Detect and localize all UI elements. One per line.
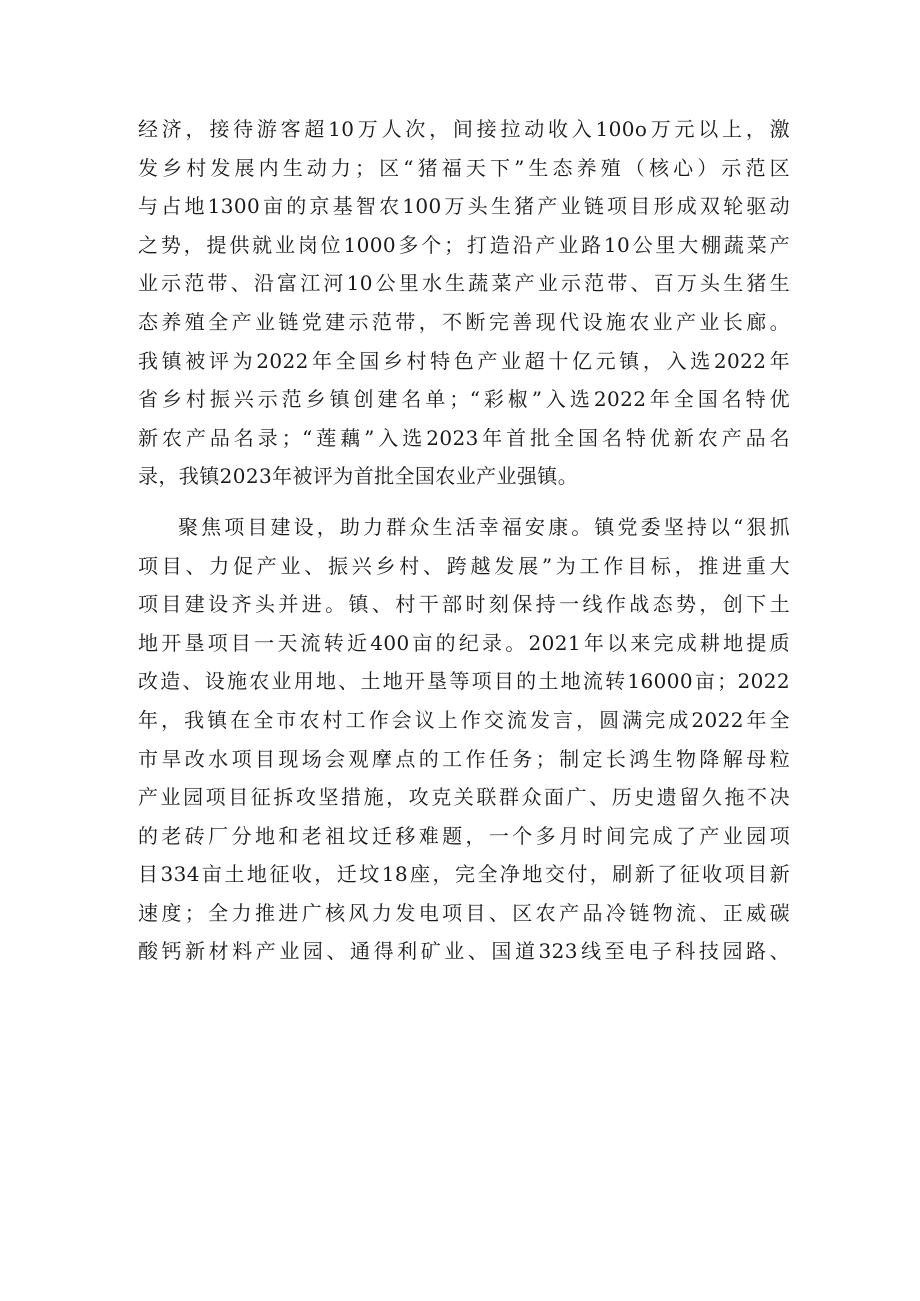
text-line: 之势，提供就业岗位1000多个；打造沿产业路10公里大棚蔬菜产 [138,232,790,257]
text-line: 产业园项目征拆攻坚措施，攻克关联群众面广、历史遗留久拖不决 [138,785,790,810]
text-line: 酸钙新材料产业园、通得利矿业、国道323线至电子科技园路、 [138,939,790,964]
paragraph-spacer [138,496,790,508]
paragraph-1 [138,110,790,496]
text-line: 我镇被评为2022年全国乡村特色产业超十亿元镇，入选2022年 [138,348,790,373]
text-line: 态养殖全产业链党建示范带，不断完善现代设施农业产业长廊。 [138,309,790,334]
text-line: 录，我镇2023年被评为首批全国农业产业强镇。 [138,464,579,489]
text-line: 地开垦项目一天流转近400亩的纪录。2021年以来完成耕地提质 [138,630,790,655]
text-line: 目334亩土地征收，迁坟18座，完全净地交付，刷新了征收项目新 [138,862,790,887]
text-line: 新农产品名录；“莲藕”入选2023年首批全国名特优新农产品名 [138,425,790,450]
text-line: 项目、力促产业、振兴乡村、跨越发展”为工作目标，推进重大 [138,553,790,578]
text-line: 与占地1300亩的京基智农100万头生猪产业链项目形成双轮驱动 [138,194,790,219]
text-line: 的老砖厂分地和老祖坟迁移难题，一个多月时间完成了产业园项 [138,823,790,848]
text-line: 市旱改水项目现场会观摩点的工作任务；制定长鸿生物降解母粒 [138,746,790,771]
document-body [138,110,790,971]
text-line: 改造、设施农业用地、土地开垦等项目的土地流转16000亩；2022 [138,669,790,694]
paragraph-2 [138,508,790,971]
text-line: 发乡村发展内生动力；区“猪福天下”生态养殖（核心）示范区 [138,155,790,180]
text-line: 速度；全力推进广核风力发电项目、区农产品冷链物流、正威碳 [138,900,790,925]
text-line: 聚焦项目建设，助力群众生活幸福安康。镇党委坚持以“狠抓 [178,514,790,539]
text-line: 年，我镇在全市农村工作会议上作交流发言，圆满完成2022年全 [138,707,790,732]
text-line: 业示范带、沿富江河10公里水生蔬菜产业示范带、百万头生猪生 [138,271,790,296]
text-line: 项目建设齐头并进。镇、村干部时刻保持一线作战态势，创下土 [138,592,790,617]
text-line: 经济，接待游客超10万人次，间接拉动收入100o万元以上，激 [138,117,790,141]
text-line: 省乡村振兴示范乡镇创建名单；“彩椒”入选2022年全国名特优 [138,387,790,412]
